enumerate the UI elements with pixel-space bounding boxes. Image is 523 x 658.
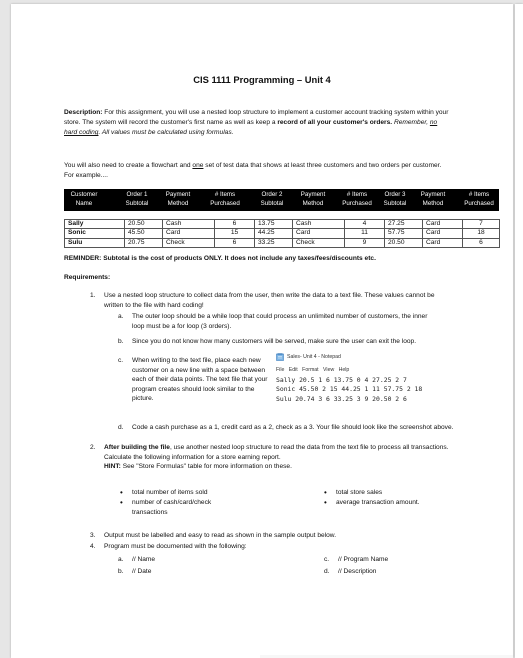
table-cell: Card bbox=[423, 220, 463, 229]
bullet-icon: • bbox=[120, 498, 123, 507]
table-row bbox=[65, 229, 500, 238]
notepad-screenshot bbox=[276, 353, 446, 423]
header-payment-method-3: Payment Method bbox=[420, 191, 446, 207]
req4c-text: // Program Name bbox=[338, 556, 389, 563]
bullet-item: total number of items sold bbox=[132, 489, 208, 496]
description-italic-end: . All values must be calculated using formulas. bbox=[98, 129, 234, 136]
req2-body: , use another nested loop structure to read the data from the text file to process all transactions. Calculate the following information for a store earning report. bbox=[104, 444, 449, 461]
description-text: For this assignment, you will use a nested loop structure to implement a customer account tracking system within your store. The system will record the customer's first name as well as keep a bbox=[64, 109, 449, 126]
flowchart-paragraph bbox=[64, 161, 449, 181]
description-italic: Remember, bbox=[392, 119, 430, 126]
next-page-edge bbox=[515, 4, 523, 658]
req4b-number: b. bbox=[118, 568, 124, 575]
table-cell: Check bbox=[163, 238, 215, 247]
req1a-text: The outer loop should be a while loop that could process an unlimited number of customers, the inner loop must be a for loop (3 orders). bbox=[132, 313, 428, 330]
notepad-line: Sally 20.5 1 6 13.75 0 4 27.25 2 7 bbox=[276, 376, 407, 384]
table-cell: 7 bbox=[463, 220, 500, 229]
description-bold: record of all your customer's orders. bbox=[277, 119, 393, 126]
table-cell: Check bbox=[293, 238, 345, 247]
table-cell: 20.75 bbox=[125, 238, 163, 247]
table-cell: Cash bbox=[163, 220, 215, 229]
table-cell: 13.75 bbox=[255, 220, 293, 229]
table-cell: 6 bbox=[215, 220, 255, 229]
req1c-number: c. bbox=[118, 357, 124, 364]
header-items-2: # Items Purchased bbox=[342, 191, 372, 207]
reminder-note: REMINDER: Subtotal is the cost of products ONLY. It does not include any taxes/fees/discounts etc. bbox=[64, 255, 376, 262]
notepad-menu-bar: File Edit Format View Help bbox=[276, 367, 350, 373]
header-payment-method-2: Payment Method bbox=[300, 191, 326, 207]
description-label: Description: bbox=[64, 109, 103, 116]
header-order3-subtotal: Order 3 Subtotal bbox=[383, 191, 407, 207]
req4d-text: // Description bbox=[338, 568, 377, 575]
req4a-text: // Name bbox=[132, 556, 156, 563]
table-cell: 27.25 bbox=[385, 220, 423, 229]
req1d-text: Code a cash purchase as a 1, credit card as a 2, check as a 3. Your file should look like the screenshot above. bbox=[132, 424, 454, 431]
table-cell: 15 bbox=[215, 229, 255, 238]
bullet-icon: • bbox=[324, 488, 327, 497]
req1b-text: Since you do not know how many customers will be served, make sure the user can exit the loop. bbox=[132, 338, 417, 345]
req4-text: Program must be documented with the following: bbox=[104, 543, 247, 550]
table-row bbox=[65, 238, 500, 247]
header-items-3: # Items Purchased bbox=[464, 191, 494, 207]
req1-number: 1. bbox=[90, 292, 96, 299]
header-order1-subtotal: Order 1 Subtotal bbox=[125, 191, 149, 207]
table-row bbox=[65, 220, 500, 229]
table-cell: Card bbox=[293, 229, 345, 238]
table-cell: 45.50 bbox=[125, 229, 163, 238]
req1c-text: When writing to the text file, place each new customer on a new line with a space between each of their data points. The text file that your program creates should look similar to the picture. bbox=[132, 357, 268, 403]
req1d-number: d. bbox=[118, 424, 124, 431]
req2-bold: After building the file bbox=[104, 444, 170, 451]
req2-text bbox=[104, 443, 449, 472]
flowchart-underlined: one bbox=[192, 162, 204, 169]
table-cell: Card bbox=[163, 229, 215, 238]
req4b-text: // Date bbox=[132, 568, 152, 575]
req1b-number: b. bbox=[118, 338, 124, 345]
table-cell: Sonic bbox=[65, 229, 125, 238]
hint-label: HINT: bbox=[104, 463, 121, 471]
header-items-1: # Items Purchased bbox=[210, 191, 240, 207]
notepad-title: Sales- Unit 4 - Notepad bbox=[287, 354, 341, 360]
requirements-heading: Requirements: bbox=[64, 274, 111, 281]
bullet-item: number of cash/card/check transactions bbox=[132, 499, 212, 516]
table-cell: Card bbox=[423, 238, 463, 247]
bullet-icon: • bbox=[324, 498, 327, 507]
table-cell: 33.25 bbox=[255, 238, 293, 247]
table-cell: 9 bbox=[345, 238, 385, 247]
req1-text: Use a nested loop structure to collect data from the user, then write the data to a text file. These values cannot be written to the file with hard coding! bbox=[104, 292, 435, 309]
notepad-line: Sonic 45.50 2 15 44.25 1 11 57.75 2 18 bbox=[276, 385, 423, 394]
req1a-number: a. bbox=[118, 313, 124, 320]
table-cell: 57.75 bbox=[385, 229, 423, 238]
header-payment-method-1: Payment Method bbox=[165, 191, 191, 207]
description-paragraph bbox=[64, 108, 449, 138]
table-cell: 20.50 bbox=[125, 220, 163, 229]
header-customer-name: Customer Name bbox=[70, 191, 98, 207]
req4-number: 4. bbox=[90, 543, 96, 550]
table-cell: Card bbox=[423, 229, 463, 238]
table-cell: 4 bbox=[345, 220, 385, 229]
req4c-number: c. bbox=[324, 556, 330, 563]
req3-text: Output must be labelled and easy to read as shown in the sample output below. bbox=[104, 532, 337, 539]
table-cell: Sulu bbox=[65, 238, 125, 247]
description-italic-underlined: no hard coding bbox=[64, 119, 438, 136]
table-cell: Sally bbox=[65, 220, 125, 229]
page-title: CIS 1111 Programming – Unit 4 bbox=[193, 74, 331, 85]
notepad-title-bar bbox=[276, 353, 446, 361]
table-cell: 44.25 bbox=[255, 229, 293, 238]
req4d-number: d. bbox=[324, 568, 330, 575]
notepad-icon bbox=[276, 353, 284, 361]
hint-text: See "Store Formulas" table for more information on these. bbox=[120, 463, 292, 471]
header-order2-subtotal: Order 2 Subtotal bbox=[260, 191, 284, 207]
table-cell: 11 bbox=[345, 229, 385, 238]
table-cell: Cash bbox=[293, 220, 345, 229]
req3-number: 3. bbox=[90, 532, 96, 539]
orders-table bbox=[64, 219, 500, 248]
req4a-number: a. bbox=[118, 556, 124, 563]
document-page bbox=[11, 4, 513, 658]
table-cell: 6 bbox=[215, 238, 255, 247]
flowchart-text-2: set of test data that shows at least three customers and two orders per customer. For example.... bbox=[64, 162, 442, 179]
flowchart-text-1: You will also need to create a flowchart and bbox=[64, 162, 193, 169]
bullet-icon: • bbox=[120, 488, 123, 497]
bullet-item: average transaction amount. bbox=[336, 499, 420, 506]
req2-number: 2. bbox=[90, 444, 96, 451]
table-cell: 6 bbox=[463, 238, 500, 247]
bullet-item: total store sales bbox=[336, 489, 383, 496]
table-cell: 18 bbox=[463, 229, 500, 238]
notepad-line: Sulu 20.74 3 6 33.25 3 9 20.50 2 6 bbox=[276, 394, 407, 403]
table-header bbox=[64, 189, 499, 211]
table-cell: 20.50 bbox=[385, 238, 423, 247]
